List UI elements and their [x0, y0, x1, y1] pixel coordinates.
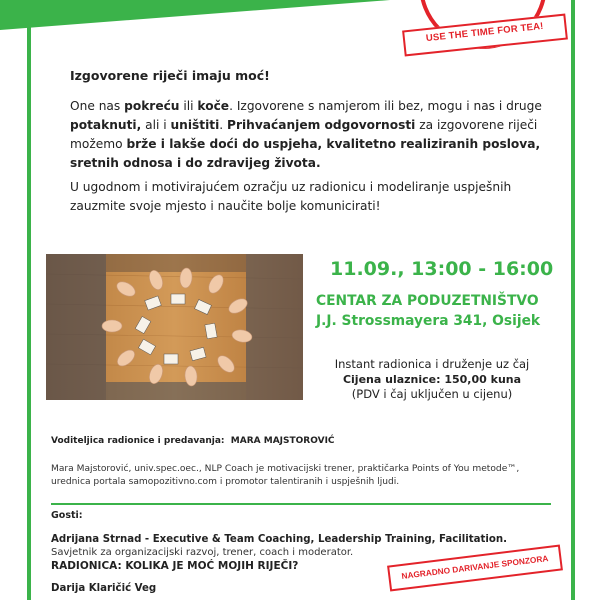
left-green-border [27, 0, 31, 600]
event-format: Instant radionica i druženje uz čaj [334, 357, 530, 371]
venue-address: J.J. Strossmayera 341, Osijek [316, 313, 541, 329]
workshop-photo [46, 254, 303, 400]
intro-paragraph: One nas pokreću ili koče. Izgovorene s namjerom ili bez, mogu i nas i druge potaknuti, ali i uništiti. Prihvaćanjem odgovornosti za izgovorene riječi možemo brže i lakše doći do uspjeha, kvalitetno realiziranih poslova, sretnih odnosa i do zdravijeg života. [70, 99, 542, 170]
guest-1-name: Adrijana Strnad - Executive & Team Coaching, Leadership Training, Facilitation. [51, 534, 508, 545]
leader-name: MARA MAJSTOROVIĆ [230, 436, 335, 446]
ticket-price: Cijena ulaznice: 150,00 kuna [342, 373, 522, 386]
tea-slogan: USE THE TIME FOR TEA! [402, 13, 568, 56]
leader-bio: Mara Majstorović, univ.spec.oec., NLP Coach je motivacijski trener, praktičarka Points of You metode™, urednica portala samopozitivno.com i promotor talentiranih i uspješnih ljudi. [51, 464, 520, 487]
sponsor-stamp: NAGRADNO DARIVANJE SPONZORA [387, 544, 563, 591]
guest-1-description: Savjetnik za organizacijski razvoj, trener, coach i moderator. [51, 547, 354, 558]
leader-title: Voditeljica radionice i predavanja: MARA MAJSTOROVIĆ [51, 436, 335, 446]
event-info [322, 357, 542, 402]
price-note: (PDV i čaj uključen u cijenu) [351, 387, 513, 401]
guests-label: Gosti: [51, 510, 83, 521]
right-green-border [571, 0, 575, 600]
guest-2-name: Darija Klaričić Veg [51, 583, 157, 594]
top-green-banner [0, 0, 390, 30]
guest-1-workshop: RADIONICA: KOLIKA JE MOĆ MOJIH RIJEČI? [51, 560, 299, 572]
venue-name: CENTAR ZA PODUZETNIŠTVO [316, 293, 539, 309]
headline: Izgovorene riječi imaju moć! [70, 68, 270, 83]
event-venue [316, 291, 540, 331]
invite-paragraph: U ugodnom i motivirajućem ozračju uz radionicu i modeliranje uspješnih zauzmite svoje mjesto i naučite bolje komunicirati! [70, 180, 512, 213]
section-divider [51, 503, 551, 505]
event-datetime: 11.09., 13:00 - 16:00 [330, 258, 554, 280]
